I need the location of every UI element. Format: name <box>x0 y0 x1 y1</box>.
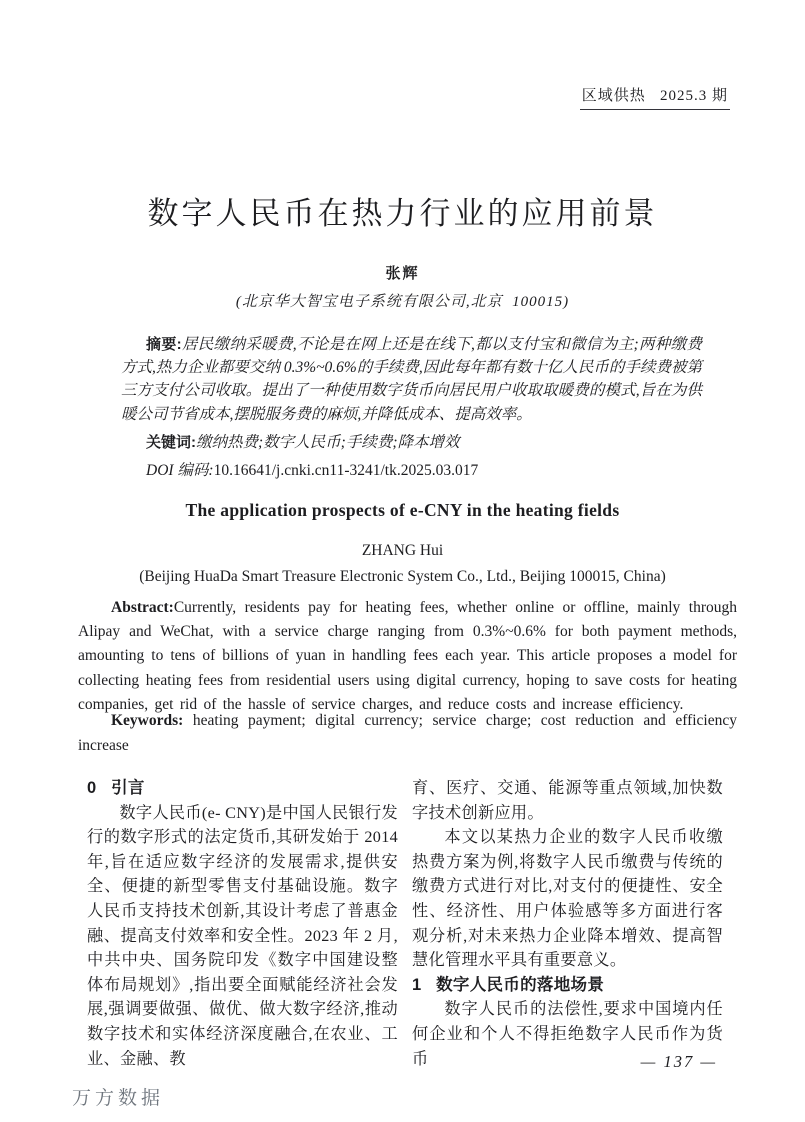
keywords-en <box>78 708 737 758</box>
keywords-text-en: heating payment; digital currency; service charge; cost reduction and efficiency increase <box>78 712 737 754</box>
abstract-text-zh: 居民缴纳采暖费,不论是在网上还是在线下,都以支付宝和微信为主;两种缴费方式,热力企业都要交纳 0.3%~0.6%的手续费,因此每年都有数十亿人民币的手续费被第三方支付公司收取。提出了一种使用数字货币向居民用户收取取暖费的模式,旨在为供暖公司节省成本,摆脱服务费的麻烦,并降低成本、提高效率。 <box>121 336 702 423</box>
doi-label: DOI 编码: <box>146 462 214 479</box>
page-number: — 137 — <box>640 1052 717 1071</box>
author-name-zh: 张辉 <box>385 265 420 282</box>
affiliation-en: (Beijing HuaDa Smart Treasure Electronic System Co., Ltd., Beijing 100015, China) <box>139 568 666 585</box>
right-column <box>412 776 723 1071</box>
body-paragraph: 本文以某热力企业的数字人民币收缴热费方案为例,将数字人民币缴费与传统的缴费方式进行对比,对支付的便捷性、安全性、经济性、用户体验感等多方面进行客观分析,对未来热力企业降本增效、提高智慧化管理水平具有重要意义。 <box>412 828 723 970</box>
section-heading-scenarios: 1 数字人民币的落地场景 <box>412 975 605 994</box>
abstract-text-en: Currently, residents pay for heating fees, whether online or offline, mainly through Alipay and WeChat, with a service charge ranging from 0.3%~0.6% for both payment methods, amounting to tens of billions of yuan in handling fees each year. This article proposes a model for collecting heating fees from residential users using digital currency, hoping to save costs for heating companies, get rid of the hassle of service charges, and reduce costs and increase efficiency. <box>78 599 737 713</box>
section-heading-intro: 0 引言 <box>87 779 145 797</box>
body-columns <box>87 776 723 1071</box>
article-title-zh: 数字人民币在热力行业的应用前景 <box>147 196 658 231</box>
doi-value: 10.16641/j.cnki.cn11-3241/tk.2025.03.017 <box>213 462 479 479</box>
body-paragraph: 数字人民币(e- CNY)是中国人民银行发行的数字形式的法定货币,其研发始于 2014 年,旨在适应数字经济的发展需求,提供安全、便捷的新型零售支付基础设施。数字人民币支持技术创新,其设计考虑了普惠金融、提高支付效率和安全性。2023 年 2 月,中共中央、国务院印发《数字中国建设整体布局规划》,指出要全面赋能经济社会发展,强调要做强、做优、做大数字经济,推动数字技术和实体经济深度融合,在农业、工业、金融、教 <box>87 803 398 1068</box>
author-name-en: ZHANG Hui <box>361 542 444 559</box>
article-title-en: The application prospects of e-CNY in the heating fields <box>185 500 620 520</box>
journal-issue-header: 区域供热 2025.3 期 <box>580 84 730 110</box>
abstract-zh <box>121 333 702 426</box>
doi-line <box>121 458 702 480</box>
left-column <box>87 776 398 1071</box>
keywords-text-zh: 缴纳热费;数字人民币;手续费;降本增效 <box>196 434 460 451</box>
keywords-zh <box>121 430 702 452</box>
abstract-label-en: Abstract: <box>111 599 174 616</box>
abstract-label-zh: 摘要: <box>146 336 182 353</box>
affiliation-zh: (北京华大智宝电子系统有限公司,北京 100015) <box>235 294 570 310</box>
keywords-label-en: Keywords: <box>111 712 184 729</box>
keywords-label-zh: 关键词: <box>146 434 196 451</box>
body-paragraph: 数字人民币的法偿性,要求中国境内任何企业和个人不得拒绝数字人民币作为货币 <box>412 1000 723 1068</box>
body-paragraph: 育、医疗、交通、能源等重点领域,加快数字技术创新应用。 <box>412 779 723 822</box>
abstract-en <box>78 596 737 717</box>
wanfang-data-watermark: 万方数据 <box>72 1088 165 1109</box>
